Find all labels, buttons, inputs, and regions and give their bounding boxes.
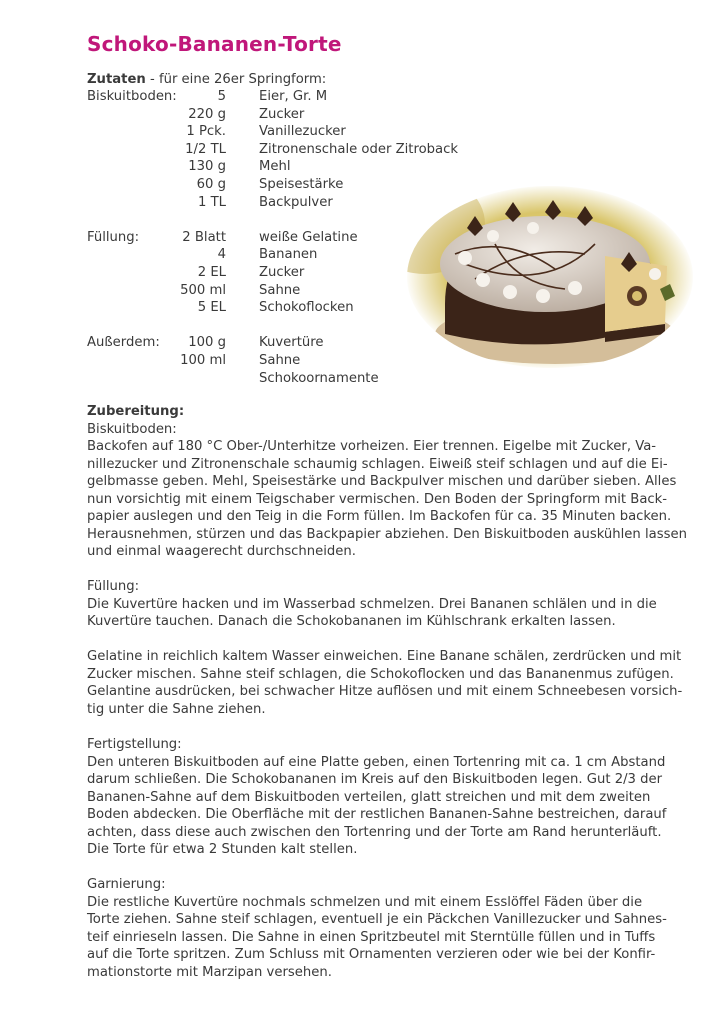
fertigstellung-section — [87, 736, 687, 859]
fuellung-section-2 — [87, 648, 687, 718]
ingredient-amount: 500 ml — [180, 282, 226, 298]
ingredient-row — [0, 123, 724, 141]
text-line: Zucker mischen. Sahne steif schlagen, die Schokoflocken und das Bananenmus zufügen. — [87, 666, 674, 682]
text-line: papier auslegen und den Teig in die Form füllen. Im Backofen für ca. 35 Minuten backen. — [87, 509, 672, 524]
ingredient-row — [0, 141, 724, 159]
preparation-section — [87, 403, 687, 561]
garnierung-text — [87, 894, 687, 982]
ingredient-amount: 4 — [217, 247, 226, 263]
ingredient-item: Sahne — [259, 353, 301, 368]
text-line: tig unter die Sahne ziehen. — [87, 701, 266, 717]
garnierung-subheading: Garnierung: — [87, 877, 166, 892]
ingredient-amount: 5 — [217, 89, 226, 104]
preparation-heading: Zubereitung: — [87, 404, 185, 419]
cake-photo — [405, 184, 695, 370]
text-line: Bananen-Sahne auf dem Biskuitboden verteilen, glatt streichen und mit dem zweiten — [87, 789, 651, 805]
fuellung-section — [87, 578, 687, 631]
fuellung-subheading: Füllung: — [87, 579, 140, 594]
text-line: Backofen auf 180 °C Ober-/Unterhitze vorheizen. Eier trennen. Eigelbe mit Zucker, Va- — [87, 439, 657, 454]
ingredient-amount: 60 g — [196, 177, 226, 192]
ingredient-amount: 130 g — [188, 159, 226, 175]
biskuit-text — [87, 438, 687, 561]
ingredient-item: Kuvertüre — [259, 335, 324, 351]
ingredient-item: Backpulver — [259, 194, 333, 210]
text-line: gelbmasse geben. Mehl, Speisestärke und Backpulver mischen und darüber sieben. Alles — [87, 474, 677, 489]
text-line: und einmal waagerecht durchschneiden. — [87, 544, 356, 559]
text-line: Die Kuvertüre hacken und im Wasserbad schmelzen. Drei Bananen schlälen und in die — [87, 596, 657, 612]
text-line: Boden abdecken. Die Oberfläche mit der restlichen Bananen-Sahne bestreichen, darauf — [87, 807, 667, 822]
ingredient-item: Schokoflocken — [259, 300, 354, 316]
ingredient-amount: 100 g — [188, 335, 226, 351]
text-line: Die restliche Kuvertüre nochmals schmelzen und mit einem Esslöffel Fäden über die — [87, 894, 643, 910]
ingredient-item: Mehl — [259, 159, 291, 175]
ingredient-amount: 2 Blatt — [182, 229, 226, 245]
ingredient-item: Zitronenschale oder Zitroback — [259, 141, 459, 157]
text-line: Kuvertüre tauchen. Danach die Schokobananen im Kühlschrank erkalten lassen. — [87, 614, 616, 629]
text-line: mationstorte mit Marzipan versehen. — [87, 964, 332, 980]
ingredient-section-label: Außerdem: — [87, 335, 160, 351]
ingredient-amount: 1 Pck. — [186, 124, 226, 140]
ingredient-amount: 5 EL — [197, 300, 226, 316]
ingredient-item: Bananen — [259, 247, 318, 263]
ingredient-section-label: Biskuitboden: — [87, 89, 177, 104]
ingredient-item: Schokoornamente — [259, 370, 379, 386]
ingredient-item: Vanillezucker — [259, 124, 346, 140]
text-line: Gelatine in reichlich kaltem Wasser einweichen. Eine Banane schälen, zerdrücken und mit — [87, 649, 682, 664]
text-line: Den unteren Biskuitboden auf eine Platte geben, einen Tortenring mit ca. 1 cm Abstand — [87, 754, 666, 770]
text-line: achten, dass diese auch zwischen den Tortenring und der Torte am Rand herunterläuft. — [87, 824, 662, 840]
ingredient-amount: 220 g — [188, 106, 226, 122]
ingredients-heading — [87, 71, 326, 89]
recipe-title: Schoko-Bananen-Torte — [87, 32, 342, 56]
text-line: teif einrieseln lassen. Die Sahne in einen Spritzbeutel mit Sterntülle füllen und in Tuffs — [87, 929, 656, 945]
ingredient-amount: 2 EL — [197, 265, 226, 280]
biskuit-subheading: Biskuitboden: — [87, 421, 177, 437]
ingredient-item: Speisestärke — [259, 177, 344, 192]
fertigstellung-subheading: Fertigstellung: — [87, 737, 182, 752]
ingredient-amount: 1 TL — [198, 194, 226, 210]
text-line: Torte ziehen. Sahne steif schlagen, eventuell je ein Päckchen Vanillezucker und Sahnes- — [87, 912, 667, 927]
ingredient-item: Eier, Gr. M — [259, 89, 328, 104]
ingredient-row — [0, 88, 724, 106]
ingredients-heading-rest: - für eine 26er Springform: — [145, 72, 327, 87]
text-line: nillezucker und Zitronenschale schaumig schlagen. Eiweiß steif schlagen und auf die Ei- — [87, 456, 668, 472]
ingredient-amount: 100 ml — [180, 353, 226, 368]
fuellung-text-2 — [87, 648, 687, 718]
ingredient-amount: 1/2 TL — [185, 141, 226, 157]
ingredient-item: Zucker — [259, 265, 305, 280]
text-line: auf die Torte spritzen. Zum Schluss mit Ornamenten verzieren oder wie bei der Konfir- — [87, 947, 656, 962]
garnierung-section — [87, 876, 687, 981]
text-line: Gelantine ausdrücken, bei schwacher Hitze auflösen und mit einem Schneebesen vorsich- — [87, 684, 683, 699]
text-line: Die Torte für etwa 2 Stunden kalt stellen. — [87, 842, 358, 857]
ingredients-heading-bold: Zutaten — [87, 72, 146, 87]
fertigstellung-text — [87, 754, 687, 859]
text-line: nun vorsichtig mit einem Teigschaber vermischen. Den Boden der Springform mit Back- — [87, 491, 668, 507]
text-line: darum schließen. Die Schokobananen im Kreis auf den Biskuitboden legen. Gut 2/3 der — [87, 772, 663, 787]
ingredient-item: Sahne — [259, 282, 301, 298]
fuellung-text-1 — [87, 596, 687, 631]
ingredient-item: Zucker — [259, 106, 305, 122]
text-line: Herausnehmen, stürzen und das Backpapier abziehen. Den Biskuitboden auskühlen lassen — [87, 526, 687, 542]
ingredient-item: weiße Gelatine — [259, 229, 358, 245]
ingredient-row — [0, 106, 724, 124]
ingredient-row — [0, 158, 724, 176]
ingredient-section-label: Füllung: — [87, 229, 140, 245]
ingredient-row — [0, 370, 724, 388]
